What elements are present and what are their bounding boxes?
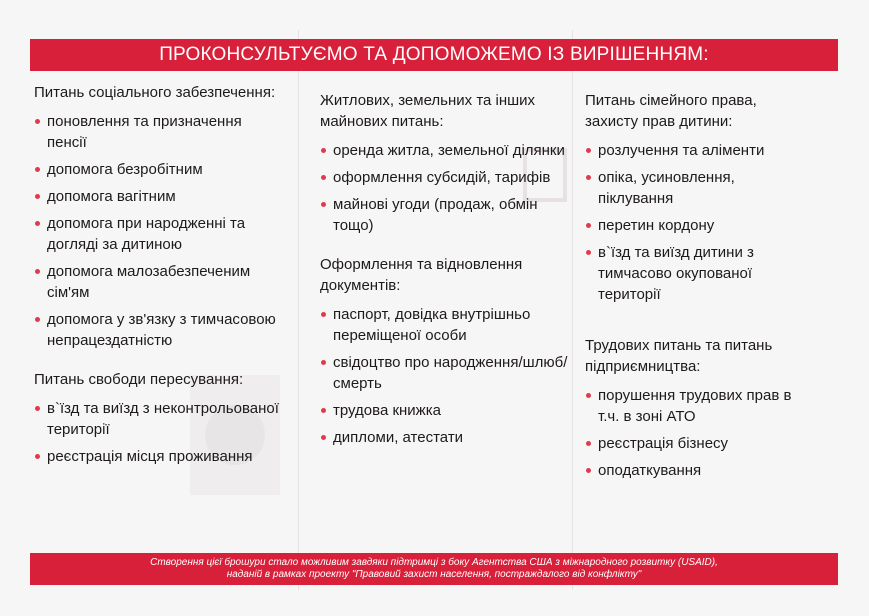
fold-line-right: [572, 30, 573, 590]
list-item: паспорт, довідка внутрішньо переміщеної особи: [320, 304, 570, 346]
list-item: трудова книжка: [320, 400, 570, 421]
footer-line-1: Створення цієї брошури стало можливим завдяки підтримці з боку Агентства США з міжнародного розвитку (USAID),: [150, 557, 718, 568]
section-heading-freedom-of-movement: Питань свободи пересування:: [34, 371, 244, 388]
list-item: свідоцтво про народження/шлюб/смерть: [320, 352, 570, 394]
list-item: допомога у зв'язку з тимчасовою непрацездатністю: [34, 309, 284, 351]
list-item: оподаткування: [585, 460, 810, 481]
freedom-of-movement-list: [34, 398, 284, 467]
list-item: допомога вагітним: [34, 186, 284, 207]
fold-line-left: [298, 30, 299, 590]
list-item: поновлення та призначення пенсії: [34, 111, 284, 153]
list-item: допомога малозабезпеченим сім'ям: [34, 261, 284, 303]
footer-line-2: наданій в рамках проекту "Правовий захист населення, постраждалого від конфлікту": [226, 569, 642, 580]
section-heading-family-law: Питань сімейного права, захисту прав дитини:: [585, 92, 757, 130]
list-item: оформлення субсидій, тарифів: [320, 167, 570, 188]
list-item: реєстрація місця проживання: [34, 446, 284, 467]
column-social: [34, 82, 284, 485]
list-item: дипломи, атестати: [320, 427, 570, 448]
list-item: опіка, усиновлення, піклування: [585, 167, 810, 209]
list-item: допомога при народженні та догляді за дитиною: [34, 213, 284, 255]
documents-list: [320, 304, 570, 448]
section-heading-documents: Оформлення та відновлення документів:: [320, 256, 523, 294]
labour-list: [585, 385, 810, 481]
footer-banner: [30, 553, 838, 585]
section-heading-labour: Трудових питань та питань підприємництва:: [585, 337, 773, 375]
title-banner: [30, 39, 838, 71]
social-security-list: [34, 111, 284, 351]
list-item: в`їзд та виїзд дитини з тимчасово окупованої території: [585, 242, 810, 305]
list-item: майнові угоди (продаж, обмін тощо): [320, 194, 570, 236]
section-heading-property: Житлових, земельних та інших майнових питань:: [320, 92, 536, 130]
list-item: оренда житла, земельної ділянки: [320, 140, 570, 161]
list-item: порушення трудових прав в т.ч. в зоні АТО: [585, 385, 810, 427]
list-item: допомога безробітним: [34, 159, 284, 180]
list-item: перетин кордону: [585, 215, 810, 236]
list-item: реєстрація бізнесу: [585, 433, 810, 454]
banner-title: ПРОКОНСУЛЬТУЄМО ТА ДОПОМОЖЕМО ІЗ ВИРІШЕННЯМ:: [159, 44, 709, 65]
list-item: в`їзд та виїзд з неконтрольованої території: [34, 398, 284, 440]
column-property: [320, 90, 570, 466]
column-family: [585, 90, 810, 499]
list-item: розлучення та аліменти: [585, 140, 810, 161]
property-list: [320, 140, 570, 236]
family-law-list: [585, 140, 810, 305]
section-heading-social-security: Питань соціального забезпечення:: [34, 84, 276, 101]
